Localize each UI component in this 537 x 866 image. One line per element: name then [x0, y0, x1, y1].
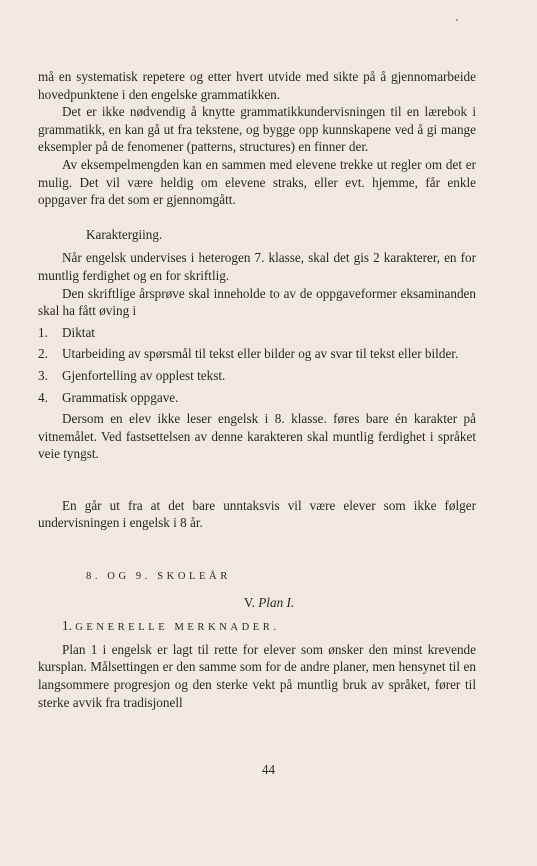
page-number: 44 — [261, 762, 276, 777]
paragraph-exceptions: En går ut fra at det bare unntaksvis vil være elever som ikke følger undervisningen i engelsk i 8 år. — [38, 497, 476, 531]
list-item: 2. Utarbeiding av spørsmål til tekst eller bilder og av svar til tekst eller bilder. — [38, 346, 459, 362]
speck-mark — [456, 19, 458, 21]
subsection-title: GENERELLE MERKNADER. — [75, 622, 280, 634]
plan-name: Plan I. — [258, 594, 295, 610]
paragraph-one-grade: Dersom en elev ikke leser engelsk i 8. klasse. føres bare én karakter på vitnemålet. Ved fastsettelsen av denne karakteren skal muntlig ferdighet i språket veie tyngst. — [38, 411, 476, 462]
list-item: 1. Diktat — [38, 324, 95, 340]
paragraph-two-grades: Når engelsk undervises i heterogen 7. klasse, skal det gis 2 karakterer, en for muntlig ferdighet og en for skriftlig. — [38, 250, 476, 283]
paragraph-grammar-repetition: må en systematisk repetere og etter hvert utvide med sikte på å gjennomarbeide hovedpunktene i den engelske grammatikken. — [38, 69, 476, 102]
plan-prefix: V. — [243, 594, 255, 610]
paragraph-grammar-textbook: Det er ikke nødvendig å knytte grammatikkundervisningen til en lærebok i grammatikk, en kan gå ut fra tekstene, og bygge opp kunnskapene ved å gi mange eksempler på de fenomener (patterns, structures) en finner der. — [38, 104, 476, 155]
paragraph-plan-intro: Plan 1 i engelsk er lagt til rette for elever som ønsker den minst krevende kursplan. Målsettingen er den samme som for de andre planer, men hensynet til en langsommere progresjon og den sterke vekt på muntlig bruk av språket, fører til sterke avvik fra tradisjonell — [38, 641, 476, 710]
paragraph-rules-homework: Av eksempelmengden kan en sammen med elevene trekke ut regler om det er mulig. Det vil være heldig om elevene straks, eller evt. hjemme, får enkle oppgaver fra det som er gjennomgått. — [38, 156, 476, 208]
list-item: 4. Grammatisk oppgave. — [38, 389, 179, 405]
list-item: 3. Gjenfortelling av opplest tekst. — [38, 367, 226, 383]
body-text — [38, 68, 476, 711]
heading-karaktergiing: Karaktergiing. — [86, 226, 163, 242]
section-heading: 8. OG 9. SKOLEÅR — [86, 571, 231, 583]
paragraph-written-exam: Den skriftlige årsprøve skal inneholde to av de oppgaveformer eksaminanden skal ha fått øving i — [38, 285, 476, 319]
subsection-number: 1. — [62, 618, 72, 634]
subsection-heading — [38, 617, 476, 637]
plan-title — [38, 594, 476, 612]
